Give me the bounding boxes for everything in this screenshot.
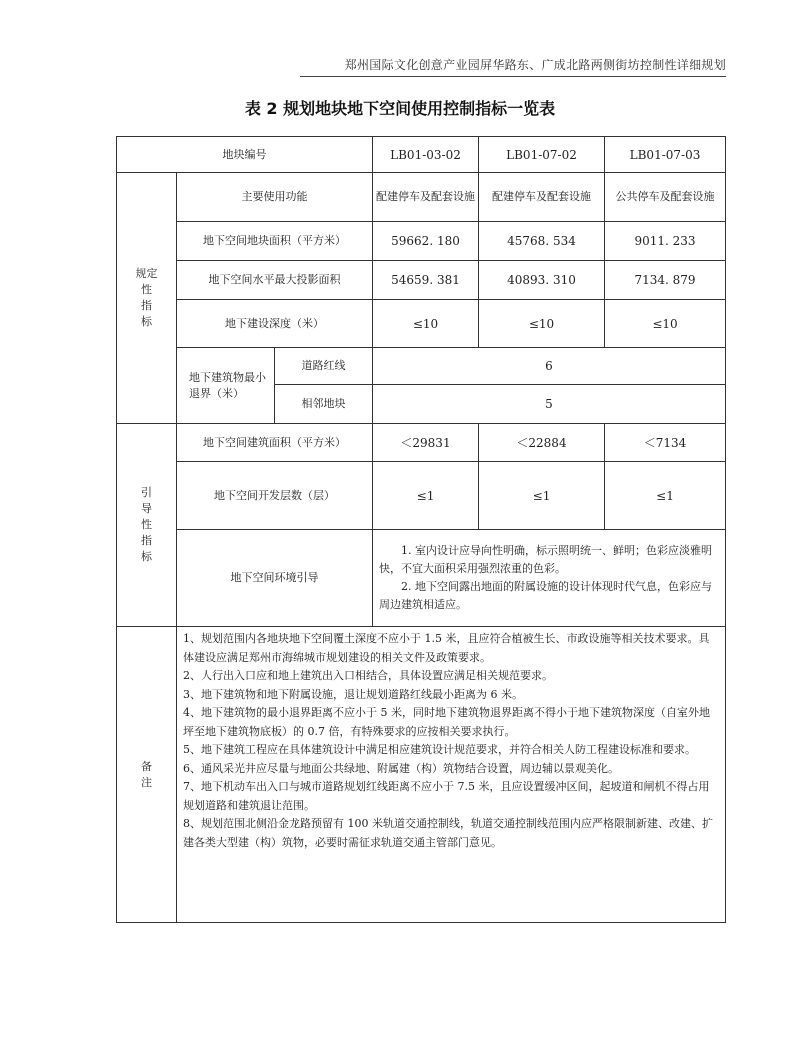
plot-code-1: LB01-03-02 <box>373 137 479 173</box>
cell-value: ≤10 <box>605 300 726 348</box>
row-label: 地下空间建筑面积（平方米） <box>177 424 373 462</box>
row-label: 主要使用功能 <box>177 173 373 222</box>
note-item: 6、通风采光井应尽量与地面公共绿地、附属建（构）筑物结合设置，周边辅以景观美化。 <box>183 761 619 775</box>
table-title: 表 2 规划地块地下空间使用控制指标一览表 <box>244 99 556 118</box>
table-row <box>117 462 726 530</box>
guidance-item: 1. 室内设计应导向性明确，标示照明统一、鲜明；色彩应淡雅明快，不宜大面积采用强烈浓重的色彩。 <box>379 544 712 575</box>
cell-value: 7134. 879 <box>605 261 726 300</box>
note-item: 1、规划范围内各地块地下空间覆土深度不应小于 1.5 米，且应符合植被生长、市政设施等相关技术要求。具体建设应满足郑州市海绵城市规划建设的相关文件及政策要求。 <box>183 632 710 664</box>
cell-value: 59662. 180 <box>373 222 479 261</box>
control-indicator-table <box>116 136 726 923</box>
notes-cell <box>177 627 726 923</box>
note-item: 4、地下建筑物的最小退界距离不应小于 5 米，同时地下建筑物退界距离不得小于地下建筑物深度（自室外地坪至地下建筑物底板）的 0.7 倍，有特殊要求的应按相关要求执行。 <box>183 706 710 738</box>
setback-sub-label: 道路红线 <box>275 348 373 385</box>
plot-code-2: LB01-07-02 <box>479 137 605 173</box>
environment-guidance <box>373 530 726 627</box>
cell-value: ≤1 <box>373 462 479 530</box>
cell-value: ＜29831 <box>373 424 479 462</box>
plot-code-3: LB01-07-03 <box>605 137 726 173</box>
note-item: 8、规划范围北侧沿金龙路预留有 100 米轨道交通控制线，轨道交通控制线范围内应严格限制新建、改建、扩建各类大型建（构）筑物，必要时需征求轨道交通主管部门意见。 <box>183 817 713 849</box>
setback-label: 地下建筑物最小退界（米） <box>177 348 275 424</box>
row-label: 地下空间环境引导 <box>177 530 373 627</box>
table-row <box>117 424 726 462</box>
table-row <box>117 627 726 923</box>
cell-value: ≤10 <box>373 300 479 348</box>
guidance-item: 2. 地下空间露出地面的附属设施的设计体现时代气息，色彩应与周边建筑相适应。 <box>379 580 712 611</box>
table-row <box>117 222 726 261</box>
row-label: 地下空间地块面积（平方米） <box>177 222 373 261</box>
table-row <box>117 348 726 385</box>
row-label: 地下空间水平最大投影面积 <box>177 261 373 300</box>
table-row <box>117 530 726 627</box>
cell-value: ≤1 <box>605 462 726 530</box>
plot-code-header: 地块编号 <box>117 137 373 173</box>
cell-value: ≤10 <box>479 300 605 348</box>
cell-value: ＜22884 <box>479 424 605 462</box>
section-notes: 备 注 <box>117 627 177 923</box>
note-item: 3、地下建筑物和地下附属设施，退让规划道路红线最小距离为 6 米。 <box>183 687 523 701</box>
cell-value: ≤1 <box>479 462 605 530</box>
cell-value: 54659. 381 <box>373 261 479 300</box>
cell-value: 公共停车及配套设施 <box>605 173 726 222</box>
row-label: 地下空间开发层数（层） <box>177 462 373 530</box>
cell-value: 40893. 310 <box>479 261 605 300</box>
setback-sub-label: 相邻地块 <box>275 385 373 424</box>
header-rule <box>300 76 726 77</box>
note-item: 5、地下建筑工程应在具体建筑设计中满足相应建筑设计规范要求，并符合相关人防工程建设标准和要求。 <box>183 743 696 756</box>
running-header: 郑州国际文化创意产业园屏华路东、广成北路两侧街坊控制性详细规划 <box>344 58 726 72</box>
setback-value: 6 <box>373 348 726 385</box>
section-mandatory: 规定 性 指 标 <box>117 173 177 424</box>
table-header-row <box>117 137 726 173</box>
table-row <box>117 261 726 300</box>
cell-value: 9011. 233 <box>605 222 726 261</box>
section-guiding: 引 导 性 指 标 <box>117 424 177 627</box>
note-item: 2、人行出入口应和地上建筑出入口相结合，具体设置应满足相关规范要求。 <box>183 669 553 682</box>
cell-value: 配建停车及配套设施 <box>373 173 479 222</box>
row-label: 地下建设深度（米） <box>177 300 373 348</box>
cell-value: 45768. 534 <box>479 222 605 261</box>
cell-value: 配建停车及配套设施 <box>479 173 605 222</box>
table-row <box>117 173 726 222</box>
note-item: 7、地下机动车出入口与城市道路规划红线距离不应小于 7.5 米，且应设置缓冲区间，起坡道和闸机不得占用规划道路和建筑退让范围。 <box>183 780 710 812</box>
table-row <box>117 300 726 348</box>
setback-value: 5 <box>373 385 726 424</box>
cell-value: ＜7134 <box>605 424 726 462</box>
